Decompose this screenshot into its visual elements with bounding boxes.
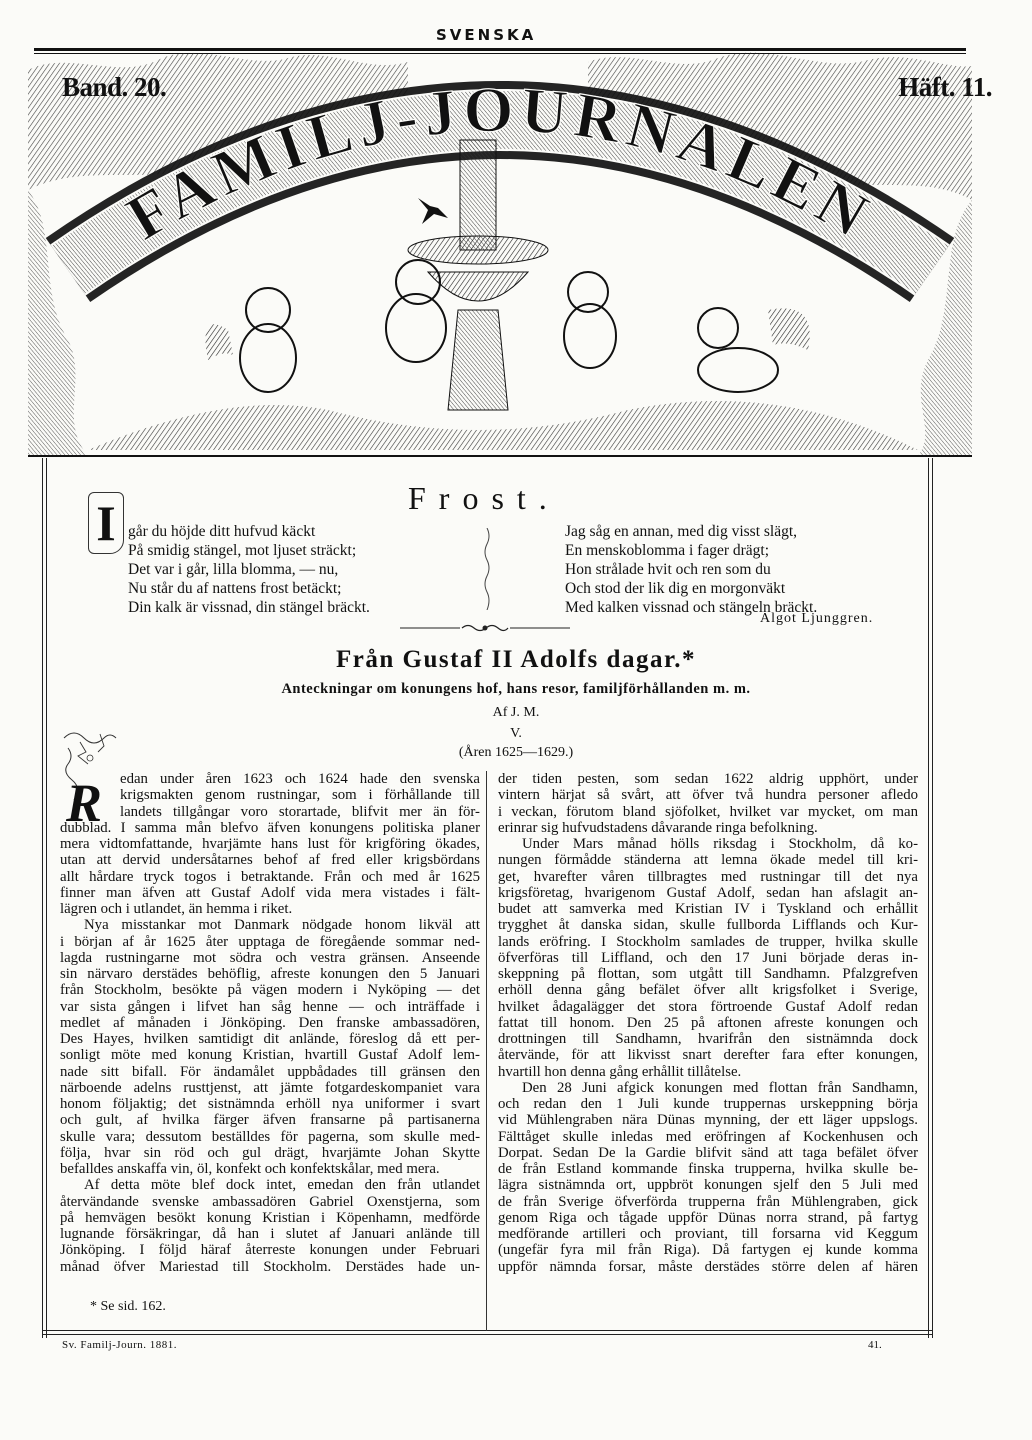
article-line: lägra sistnämnda ort, uppbröt konungen sjelf den 5 Juli med xyxy=(498,1177,918,1194)
article-line: edan under åren 1623 och 1624 hade den svenska xyxy=(120,771,480,787)
article-line: Under Mars månad hölls riksdag i Stockholm, då ko- xyxy=(522,836,918,852)
article-line: Des Hayes, hvilken samtidigt dit anlände, föreslog då ett per- xyxy=(60,1031,480,1047)
poem-line: En menskoblomma i fager drägt; xyxy=(565,542,770,559)
article-line: finner man äfven att Gustaf Adolf vida mera vistades i fält- xyxy=(60,884,480,901)
article-line: Den 28 Juni afgick konungen med flottan från Sandhamn, xyxy=(522,1079,918,1096)
article-subtitle: Anteckningar om konungens hof, hans resor, familjförhållanden m. m. xyxy=(281,681,751,697)
article-column-left xyxy=(60,771,480,1275)
article-line: de från Sverige öfverförda trupperna från Mühlengraben, gick xyxy=(498,1193,918,1210)
article-years: (Åren 1625—1629.) xyxy=(458,745,574,760)
article-line: get, hvarefter våren tillbragtes med rustningar till det nya xyxy=(498,868,918,885)
article-line: skeppning på flottan, som utgått till Sandhamn. Pfalzgrefven xyxy=(498,966,918,982)
footer-publication: Sv. Familj-Journ. 1881. xyxy=(62,1339,177,1351)
poem-stanza-left xyxy=(128,522,370,617)
poem-line: Din kalk är vissnad, din stängel bräckt. xyxy=(128,599,370,616)
journal-title: FAMILJ-JOURNALEN xyxy=(114,73,886,254)
poem-line: Nu står du af nattens frost betäckt; xyxy=(128,580,342,597)
page-number: 41. xyxy=(868,1339,882,1351)
svg-text:FAMILJ-JOURNALEN xyxy=(115,74,886,254)
article-line: trygghet åt danska sidan, skulle fullborda Lifflands och Kur- xyxy=(498,917,918,934)
article-line: erinrar sig hufvudstadens dåvarande ringa befolkning. xyxy=(498,819,818,836)
article-line: honom följaktig; det sistnämnda erhöll nya uniformer i svart xyxy=(60,1096,480,1112)
article-line: Fälttåget skulle inledas med eröfringen af Kockenhusen och xyxy=(498,1128,918,1145)
article-line: nade sitt bifall. För ändamålet uppbådades till gränsen den xyxy=(60,1063,480,1080)
article-line: drottningen till Sandhamn, hvarifrån den sistnämnda dock xyxy=(498,1031,918,1047)
poem-line: Jag såg en annan, med dig visst slägt, xyxy=(565,523,798,540)
article-line: månad öfver Mariestad till Stockholm. Derstädes hade un- xyxy=(60,1258,480,1275)
article-line: skulle vara; dessutom beställdes för pagerna, som skulle med- xyxy=(60,1128,480,1145)
poem-divider-wave xyxy=(482,528,492,610)
article-line: Nya misstankar mot Danmark nödgade honom likväl att xyxy=(84,917,480,934)
article-line: vintern härjat så svårt, att öfver två hundra personer afledo xyxy=(498,787,918,804)
article-line: återvändande svenske ambassadören Gabriel Oxenstjerna, som xyxy=(60,1193,480,1210)
article-line: dubblad. I samma mån blefvo äfven konungens politiska planer xyxy=(60,819,480,836)
masthead-title-svg xyxy=(28,10,972,458)
article-author: Af J. M. xyxy=(492,705,540,720)
article-line: de från Estland kommande finska trupperna, hvilka skulle be- xyxy=(498,1161,918,1177)
poem-line: Det var i går, lilla blomma, — nu, xyxy=(128,561,339,578)
frame-right xyxy=(928,458,929,1338)
article-line: från Stockholm, besökte på vägen modern i Nyköping — det xyxy=(60,982,480,999)
article-line: befalldes anskaffa vin, öl, konfekt och konfektskålar, med mera. xyxy=(60,1161,440,1177)
article-line: medlet af månaden i Jönköping. Den franske ambassadören, xyxy=(60,1014,480,1031)
article-line: Jönköping. I följd häraf återreste konungen under Februari xyxy=(60,1242,480,1259)
ornamental-rule xyxy=(400,623,570,633)
article-line: landets tillgångar voro storartade, blifvit mer än för- xyxy=(120,803,480,820)
article-line: sin närvaro derstädes behöflig, afreste konungen den 5 Januari xyxy=(60,966,480,982)
article-line: nungen förmådde ständerna att lemna ökade medel till kri- xyxy=(498,852,918,869)
article-line: lands eröfring. I Stockholm samlades de trupper, hvilka skulle xyxy=(498,933,918,950)
article-line: krigsmakten genom rustningar, som i förhållande till xyxy=(120,787,480,804)
poem-title: Frost. xyxy=(408,480,560,516)
article-line: i veckan, förutom bland sjöfolket, hvilket var mycket, om man xyxy=(498,803,918,820)
article-line: öfverföras till Liffland, och den 17 Juni började deras in- xyxy=(498,949,918,966)
article-line: vid Mühlengraben nära Dünas mynning, der ett läger uppslogs. xyxy=(498,1112,918,1129)
article-line: erhöll denna gång befälet öfver allt krigsfolket i Sverige, xyxy=(498,982,918,999)
article-column-right xyxy=(498,771,918,1275)
frame-bottom-inner xyxy=(42,1334,933,1335)
article-line: allt hårdare tryck togos i betraktande. Från och med år 1625 xyxy=(60,868,480,885)
article-line: lugnande försäkringar, då han i slutet af Januari anlände till xyxy=(60,1226,480,1242)
masthead-illustration xyxy=(28,10,992,458)
article-line: genom Riga och tågade uppför Dünas norra strand, på fartyg xyxy=(498,1209,918,1226)
article-line: uppför nämnda forsar, måste derstädes större delen af hären xyxy=(498,1258,918,1275)
article-line: fattat till honom. Den 25 på aftonen afreste konungen och xyxy=(498,1014,918,1031)
article-line: lägren och i utlandet, än hemma i riket. xyxy=(60,901,293,917)
poem-line: går du höjde ditt hufvud käckt xyxy=(128,523,316,540)
poem-line: Med kalken vissnad och stängeln bräckt. xyxy=(565,599,818,616)
article-line: i början af år 1625 åter upptaga de föregående sommar ned- xyxy=(60,933,480,950)
article-line: (ungefär fyra mil från Riga). Då fartygen ej kunde komma xyxy=(498,1242,918,1259)
article-line: krigsföretag, hvarigenom Gustaf Adolf, sedan han afslagit an- xyxy=(498,884,918,901)
article-title: Från Gustaf II Adolfs dagar.* xyxy=(336,646,696,673)
article-line: följa, hvar sin röd och gul drägt, hvarjämte Johan Skytte xyxy=(60,1144,480,1161)
article-line: budet att samverka med Kristian IV i Tyskland och erhållit xyxy=(498,901,918,917)
issue-number: Häft. 11. xyxy=(898,72,992,102)
frame-bottom xyxy=(42,1330,933,1331)
article-line: och gult, af hvilka färger äfven fransarne på partisanerna xyxy=(60,1112,480,1129)
article-line: var sista gången i lifvet han såg henne — och inträffade i xyxy=(60,998,480,1015)
svenska-label: SVENSKA xyxy=(436,26,537,44)
article-line: der tiden pesten, som sedan 1622 aldrig upphört, under xyxy=(498,771,918,787)
article-chapter: V. xyxy=(510,726,522,741)
footnote: * Se sid. 162. xyxy=(90,1299,166,1314)
volume-number: Band. 20. xyxy=(62,72,167,102)
article-line: och redan den 1 Juli kunde truppernas urskeppning börja xyxy=(498,1096,918,1112)
poem-line: Och stod der lik dig en morgonväkt xyxy=(565,580,786,597)
poem-stanza-right xyxy=(565,522,817,617)
article-line: på hemvägen besökt konung Kristian i Köpenhamn, medförde xyxy=(60,1209,480,1226)
article-line: mera vidtomfattande, hvarjämte hans lust för krigföring ökades, xyxy=(60,836,480,852)
poem-line: På smidig stängel, mot ljuset sträckt; xyxy=(128,542,357,559)
article-line: Af detta möte blef dock intet, emedan den från utlandet xyxy=(84,1177,480,1194)
frame-right-outer xyxy=(932,458,933,1338)
frame-left xyxy=(42,458,43,1338)
article-drop-initial: R xyxy=(66,773,103,833)
article-line: hvilket ådagalägger det stora förtroende Gustaf Adolf redan xyxy=(498,998,918,1015)
poem-line: Hon strålade hvit och ren som du xyxy=(565,561,771,578)
poem-drop-initial: I xyxy=(88,492,124,554)
article-line: återvände, för att likvisst snart derefter fara efter konungen, xyxy=(498,1047,918,1064)
article-line: medförande artilleri och proviant, till forsarna vid Keggum xyxy=(498,1226,918,1242)
poem-author: Algot Ljunggren. xyxy=(760,611,874,626)
article-line: Dorpat. Sedan De la Gardie blifvit sänd att taga befälet öfver xyxy=(498,1144,918,1161)
article-line: sonligt möte med konung Kristian, hvartill Gustaf Adolf lem- xyxy=(60,1047,480,1064)
article-line: utan att dervid undersåtarnes behof af fred eller krigsbördans xyxy=(60,852,480,869)
column-rule xyxy=(486,771,487,1331)
article-line: lagda rustningarne mot södra och vestra gränsen. Anseende xyxy=(60,949,480,966)
frame-left-inner xyxy=(46,458,47,1338)
article-line: närboende adelns rusttjenst, att jämte fotgardeskompaniet vara xyxy=(60,1079,480,1096)
article-line: hvartill hon denna gång erhållit tillåtelse. xyxy=(498,1063,742,1080)
